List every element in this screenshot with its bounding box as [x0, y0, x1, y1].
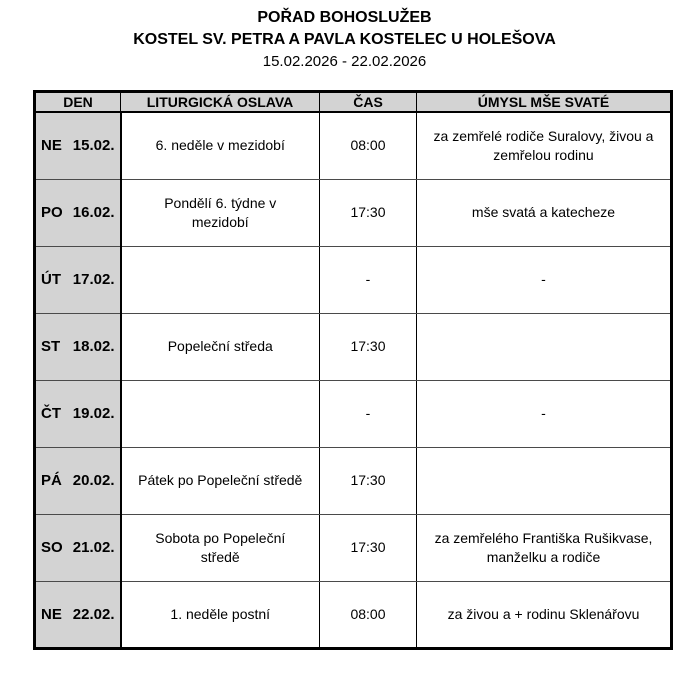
- intention-cell: -: [417, 246, 672, 313]
- day-abbr: NE: [41, 605, 62, 623]
- day-abbr: PÁ: [41, 472, 62, 489]
- table-row: [35, 447, 672, 514]
- date-range: 15.02.2026 - 22.02.2026: [262, 53, 427, 70]
- table-row: [35, 246, 672, 313]
- schedule-rows: [35, 112, 672, 648]
- day-abbr: NE: [41, 137, 62, 155]
- day-date: 20.02.: [72, 472, 115, 489]
- table-row: [35, 581, 672, 648]
- table-row: [35, 514, 672, 581]
- day-abbr: ÚT: [41, 271, 61, 288]
- table-row: [35, 313, 672, 380]
- intention-cell: za zemřelého Františka Rušikvase, manželku a rodiče: [417, 514, 672, 581]
- day-abbr: ST: [41, 338, 61, 355]
- intention-cell: za zemřelé rodiče Suralovy, živou a zemřelou rodinu: [417, 112, 672, 179]
- intention-cell: mše svatá a katecheze: [417, 179, 672, 246]
- day-label: [36, 404, 120, 423]
- day-cell: [35, 112, 121, 179]
- day-cell: [35, 179, 121, 246]
- day-cell: [35, 313, 121, 380]
- day-date: 19.02.: [72, 405, 115, 422]
- table-row: [35, 380, 672, 447]
- day-cell: [35, 447, 121, 514]
- celebration-cell: 1. neděle postní: [121, 581, 320, 648]
- time-cell: 17:30: [320, 313, 417, 380]
- day-date: 21.02.: [72, 539, 115, 556]
- time-cell: 08:00: [320, 112, 417, 179]
- day-cell: [35, 380, 121, 447]
- time-cell: -: [320, 380, 417, 447]
- day-label: [36, 605, 120, 624]
- time-cell: 17:30: [320, 514, 417, 581]
- day-abbr: PO: [41, 204, 63, 221]
- table-row: [35, 179, 672, 246]
- time-cell: 08:00: [320, 581, 417, 648]
- document-header: [0, 7, 689, 73]
- page-title: POŘAD BOHOSLUŽEB: [257, 9, 432, 26]
- time-cell: 17:30: [320, 447, 417, 514]
- celebration-cell: [121, 246, 320, 313]
- column-header-umysl-mse-svate: ÚMYSL MŠE SVATÉ: [417, 92, 672, 113]
- day-date: 16.02.: [72, 204, 115, 221]
- time-cell: -: [320, 246, 417, 313]
- day-cell: [35, 514, 121, 581]
- day-date: 18.02.: [72, 338, 115, 355]
- intention-cell: za živou a + rodinu Sklenářovu: [417, 581, 672, 648]
- intention-cell: [417, 313, 672, 380]
- church-name: KOSTEL SV. PETRA A PAVLA KOSTELEC U HOLEŠOVA: [133, 31, 556, 48]
- column-header-cas: ČAS: [320, 92, 417, 113]
- day-date: 15.02.: [72, 137, 115, 155]
- day-label: [36, 136, 120, 155]
- table-header-row: [35, 92, 672, 113]
- schedule-table: [33, 90, 673, 650]
- celebration-cell: [121, 380, 320, 447]
- day-label: [36, 337, 120, 356]
- time-cell: 17:30: [320, 179, 417, 246]
- day-label: [36, 270, 120, 289]
- day-cell: [35, 246, 121, 313]
- celebration-cell: Pondělí 6. týdne v mezidobí: [121, 179, 320, 246]
- intention-cell: [417, 447, 672, 514]
- day-date: 17.02.: [72, 271, 115, 288]
- day-label: [36, 471, 120, 490]
- day-abbr: SO: [41, 539, 63, 556]
- celebration-cell: Pátek po Popeleční středě: [121, 447, 320, 514]
- day-label: [36, 538, 120, 557]
- day-label: [36, 203, 120, 222]
- day-cell: [35, 581, 121, 648]
- day-abbr: ČT: [41, 405, 61, 422]
- column-header-liturgicka-oslava: LITURGICKÁ OSLAVA: [121, 92, 320, 113]
- celebration-cell: Popeleční středa: [121, 313, 320, 380]
- day-date: 22.02.: [72, 605, 115, 623]
- celebration-cell: 6. neděle v mezidobí: [121, 112, 320, 179]
- column-header-den: DEN: [35, 92, 121, 113]
- celebration-cell: Sobota po Popeleční středě: [121, 514, 320, 581]
- table-row: [35, 112, 672, 179]
- intention-cell: -: [417, 380, 672, 447]
